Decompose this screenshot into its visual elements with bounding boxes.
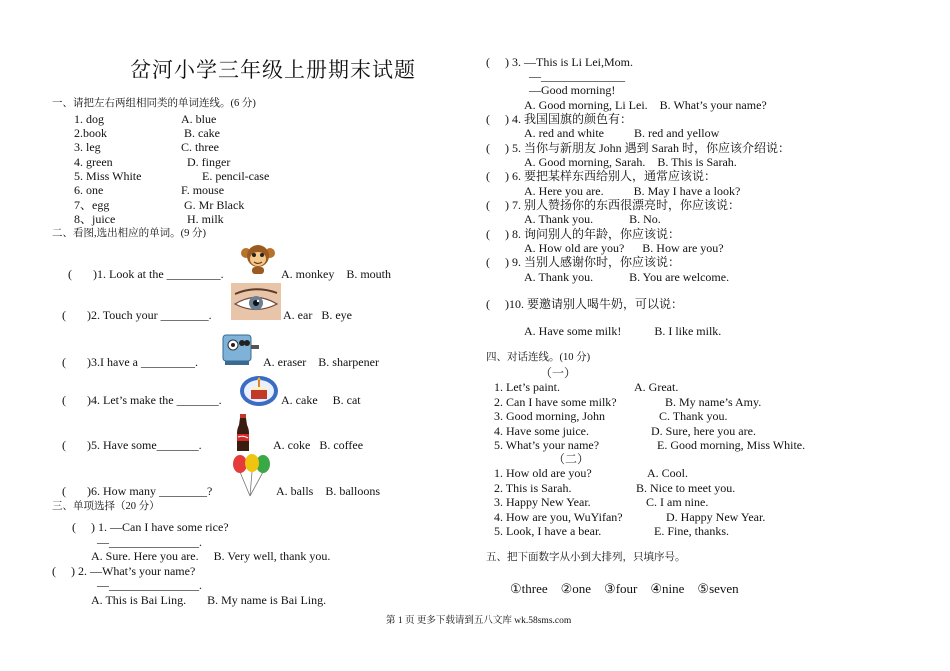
match-right-b: B. cake — [184, 126, 220, 140]
choice-question-3: ( ) 3. —This is Li Lei,Mom. — [486, 55, 633, 69]
dialog-left-1-3: 3. Good morning, John — [494, 409, 605, 423]
dialog-left-1-4: 4. Have some juice. — [494, 424, 589, 438]
dialog-left-1-2: 2. Can I have some milk? — [494, 395, 617, 409]
picture-question-4: ( )4. Let’s make the _______. — [62, 393, 222, 407]
dialog-right-1-a: A. Great. — [634, 380, 679, 394]
choice-options-4: A. red and white B. red and yellow — [524, 126, 720, 140]
match-right-e: E. pencil-case — [202, 169, 270, 183]
match-right-a: A. blue — [181, 112, 217, 126]
monkey-icon — [241, 243, 275, 280]
choice-options-6: A. Here you are. B. May I have a look? — [524, 184, 741, 198]
choice-question-9: ( ) 9. 当别人感谢你时，你应该说： — [486, 255, 680, 269]
match-left-5: 5. Miss White — [74, 169, 142, 183]
dialog-left-2-5: 5. Look, I have a bear. — [494, 524, 602, 538]
eye-icon — [231, 283, 281, 325]
dialog-group-2-label: （二） — [553, 452, 590, 466]
page-title: 岔河小学三年级上册期末试题 — [130, 58, 416, 82]
section-1-heading: 一、请把左右两组相同类的单词连线。(6 分) — [52, 98, 256, 109]
match-right-f: F. mouse — [181, 183, 225, 197]
choice-options-5: A. Good morning, Sarah. B. This is Sarah. — [524, 155, 737, 169]
choice-options-3: A. Good morning, Li Lei. B. What’s your name? — [524, 98, 767, 112]
picture-question-3: ( )3.I have a _________. — [62, 355, 198, 369]
match-right-d: D. finger — [187, 155, 231, 169]
section-2-heading: 二、看图,选出相应的单词。(9 分) — [52, 228, 206, 239]
dialog-right-2-a: A. Cool. — [647, 466, 689, 480]
number-list: ①three ②one ③four ④nine ⑤seven — [510, 581, 739, 596]
match-right-h: H. milk — [187, 212, 224, 226]
section-5-heading: 五、把下面数字从小到大排列，只填序号。 — [486, 552, 686, 563]
choice-question-10: ( )10. 要邀请别人喝牛奶，可以说： — [486, 297, 683, 311]
choice-question-5: ( ) 5. 当你与新朋友 John 遇到 Sarah 时，你应该介绍说： — [486, 141, 790, 155]
balloons-icon — [230, 452, 272, 503]
choice-options-9: A. Thank you. B. You are welcome. — [524, 270, 730, 284]
picture-options-6: A. balls B. balloons — [276, 484, 380, 498]
match-left-4: 4. green — [74, 155, 113, 169]
match-left-1: 1. dog — [74, 112, 104, 126]
choice-question-8: ( ) 8. 询问别人的年龄，你应该说： — [486, 227, 680, 241]
dialog-right-2-d: D. Happy New Year. — [666, 510, 766, 524]
section-4-heading: 四、对话连线。(10 分) — [486, 352, 591, 363]
match-left-6: 6. one — [74, 183, 104, 197]
sharpener-icon — [219, 327, 263, 372]
choice-reply-3: —Good morning! — [529, 83, 616, 97]
dialog-right-1-b: B. My name’s Amy. — [665, 395, 762, 409]
dialog-left-2-4: 4. How are you, WuYifan? — [494, 510, 623, 524]
page-footer: 第 1 页 更多下载请到五八文库 wk.58sms.com — [386, 616, 572, 626]
dialog-left-2-1: 1. How old are you? — [494, 466, 592, 480]
match-left-7: 7、egg — [74, 198, 110, 212]
choice-question-2: ( ) 2. —What’s your name? — [52, 564, 196, 578]
choice-options-1: A. Sure. Here you are. B. Very well, thank you. — [91, 549, 331, 563]
picture-options-1: A. monkey B. mouth — [281, 267, 391, 281]
match-left-2: 2.book — [74, 126, 107, 140]
dialog-right-2-e: E. Fine, thanks. — [654, 524, 729, 538]
choice-options-10: A. Have some milk! B. I like milk. — [524, 324, 722, 338]
picture-question-2: ( )2. Touch your ________. — [62, 308, 212, 322]
dialog-right-2-b: B. Nice to meet you. — [636, 481, 736, 495]
dialog-right-1-c: C. Thank you. — [659, 409, 728, 423]
dialog-left-2-3: 3. Happy New Year. — [494, 495, 591, 509]
choice-question-7: ( ) 7. 别人赞扬你的东西很漂亮时，你应该说： — [486, 198, 740, 212]
picture-options-5: A. coke B. coffee — [273, 438, 364, 452]
dialog-left-2-2: 2. This is Sarah. — [494, 481, 572, 495]
choice-question-6: ( ) 6. 要把某样东西给别人，通常应该说： — [486, 169, 716, 183]
picture-options-2: A. ear B. eye — [283, 308, 352, 322]
picture-options-4: A. cake B. cat — [281, 393, 361, 407]
choice-blank-1: —_______________. — [97, 535, 202, 549]
picture-question-5: ( )5. Have some_______. — [62, 438, 202, 452]
cake-icon — [239, 374, 279, 413]
choice-blank-2: —_______________. — [97, 578, 202, 592]
match-right-c: C. three — [181, 140, 219, 154]
choice-options-2: A. This is Bai Ling. B. My name is Bai Ling. — [91, 593, 327, 607]
match-left-8: 8、juice — [74, 212, 116, 226]
dialog-right-2-c: C. I am nine. — [646, 495, 709, 509]
choice-blank-3: —______________ — [529, 69, 625, 83]
choice-options-8: A. How old are you? B. How are you? — [524, 241, 724, 255]
dialog-group-1-label: （一） — [540, 366, 577, 380]
picture-question-6: ( )6. How many ________? — [62, 484, 213, 498]
choice-options-7: A. Thank you. B. No. — [524, 212, 661, 226]
dialog-right-1-d: D. Sure, here you are. — [651, 424, 756, 438]
match-left-3: 3. leg — [74, 140, 101, 154]
dialog-left-1-5: 5. What’s your name? — [494, 438, 600, 452]
choice-question-4: ( ) 4. 我国国旗的颜色有： — [486, 112, 632, 126]
picture-options-3: A. eraser B. sharpener — [263, 355, 379, 369]
dialog-left-1-1: 1. Let’s paint. — [494, 380, 560, 394]
dialog-right-1-e: E. Good morning, Miss White. — [657, 438, 806, 452]
section-3-heading: 三、单项选择（20 分） — [52, 501, 160, 512]
choice-question-1: ( ) 1. —Can I have some rice? — [72, 520, 229, 534]
match-right-g: G. Mr Black — [184, 198, 245, 212]
picture-question-1: ( )1. Look at the _________. — [68, 267, 224, 281]
